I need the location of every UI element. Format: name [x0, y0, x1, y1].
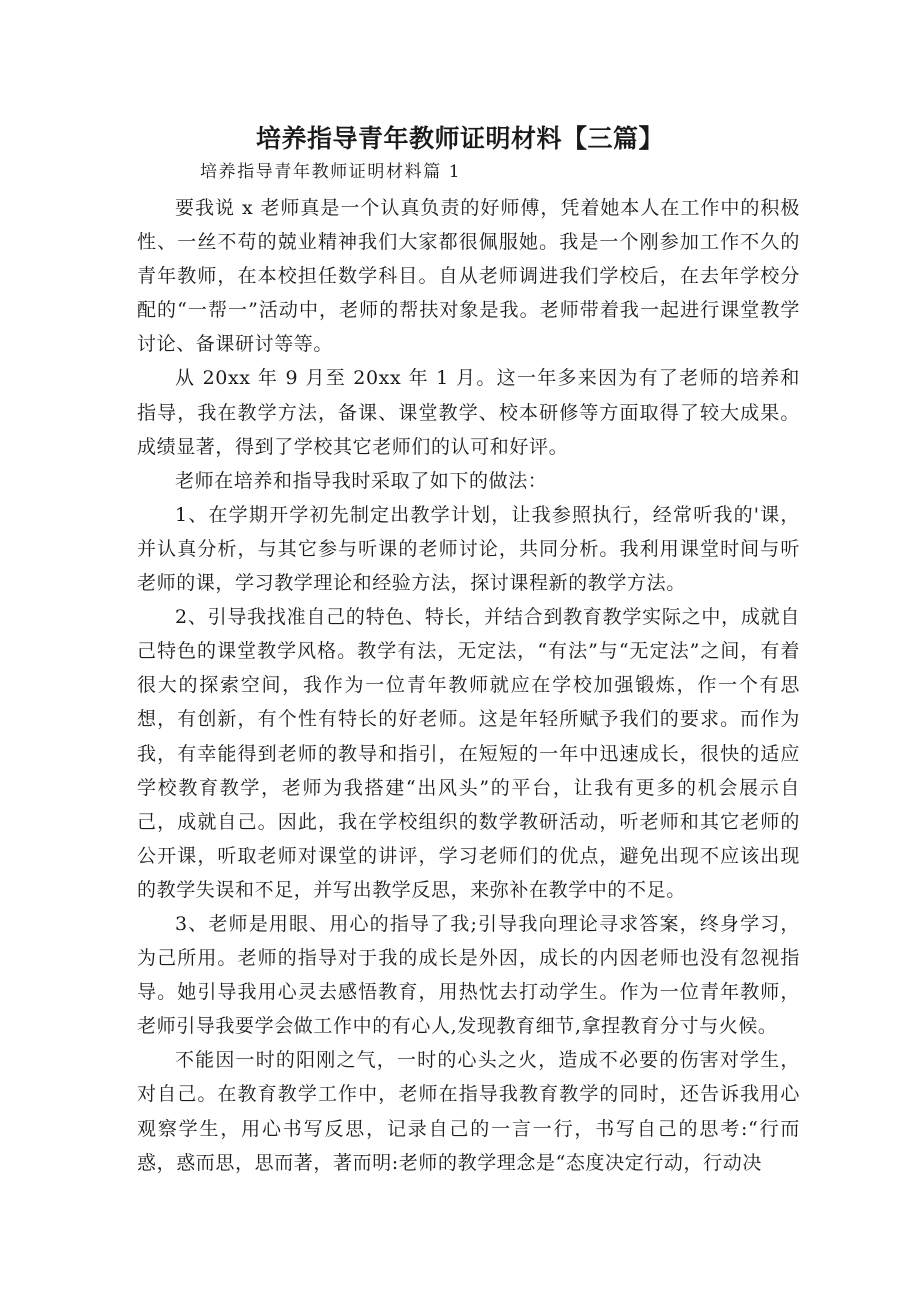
paragraph: 不能因一时的阳刚之气，一时的心头之火，造成不必要的伤害对学生，对自己。在教育教学工作中，老师在指导我教育教学的同时，还告诉我用心观察学生，用心书写反思，记录自己的一言一行，书写自己的思考:“行而惑，惑而思，思而著，著而明:老师的教学理念是“态度决定行动，行动决: [137, 1049, 800, 1174]
paragraph: 2、引导我找准自己的特色、特长，并结合到教育教学实际之中，成就自己特色的课堂教学风格。教学有法，无定法，“有法”与“无定法”之间，有着很大的探索空间，我作为一位青年教师就应在学校加强锻炼，作一个有思想，有创新，有个性有特长的好老师。这是年轻所赋予我们的要求。而作为我，有幸能得到老师的教导和指引，在短短的一年中迅速成长，很快的适应学校教育教学，老师为我搭建“出风头”的平台，让我有更多的机会展示自己，成就自己。因此，我在学校组织的数学教研活动，听老师和其它老师的公开课，听取老师对课堂的讲评，学习老师们的优点，避免出现不应该出现的教学失误和不足，并写出教学反思，来弥补在教学中的不足。: [137, 606, 800, 901]
paragraph: 3、老师是用眼、用心的指导了我;引导我向理论寻求答案，终身学习，为己所用。老师的指导对于我的成长是外因，成长的内因老师也没有忽视指导。她引导我用心灵去感悟教育，用热忱去打动学生。作为一位青年教师，老师引导我要学会做工作中的有心人,发现教育细节,拿捏教育分寸与火候。: [137, 912, 800, 1038]
paragraph: 要我说 x 老师真是一个认真负责的好师傅，凭着她本人在工作中的积极性、一丝不苟的兢业精神我们大家都很佩服她。我是一个刚参加工作不久的青年教师，在本校担任数学科目。自从老师调进我们学校后，在去年学校分配的“一帮一”活动中，老师的帮扶对象是我。老师带着我一起进行课堂教学讨论、备课研讨等等。: [137, 197, 800, 356]
document-title: 培养指导青年教师证明材料【三篇】: [255, 124, 664, 153]
paragraph: 1、在学期开学初先制定出教学计划，让我参照执行，经常听我的'课，并认真分析，与其它参与听课的老师讨论，共同分析。我利用课堂时间与听老师的课，学习教学理论和经验方法，探讨课程新的教学方法。: [137, 503, 800, 595]
document-body: [137, 191, 800, 1180]
paragraph: 从 20xx 年 9 月至 20xx 年 1 月。这一年多来因为有了老师的培养和指导，我在教学方法，备课、课堂教学、校本研修等方面取得了较大成果。成绩显著，得到了学校其它老师们的认可和好评。: [137, 367, 800, 458]
section-subtitle: 培养指导青年教师证明材料篇 1: [200, 162, 462, 182]
paragraph: 老师在培养和指导我时采取了如下的做法：: [175, 469, 548, 492]
